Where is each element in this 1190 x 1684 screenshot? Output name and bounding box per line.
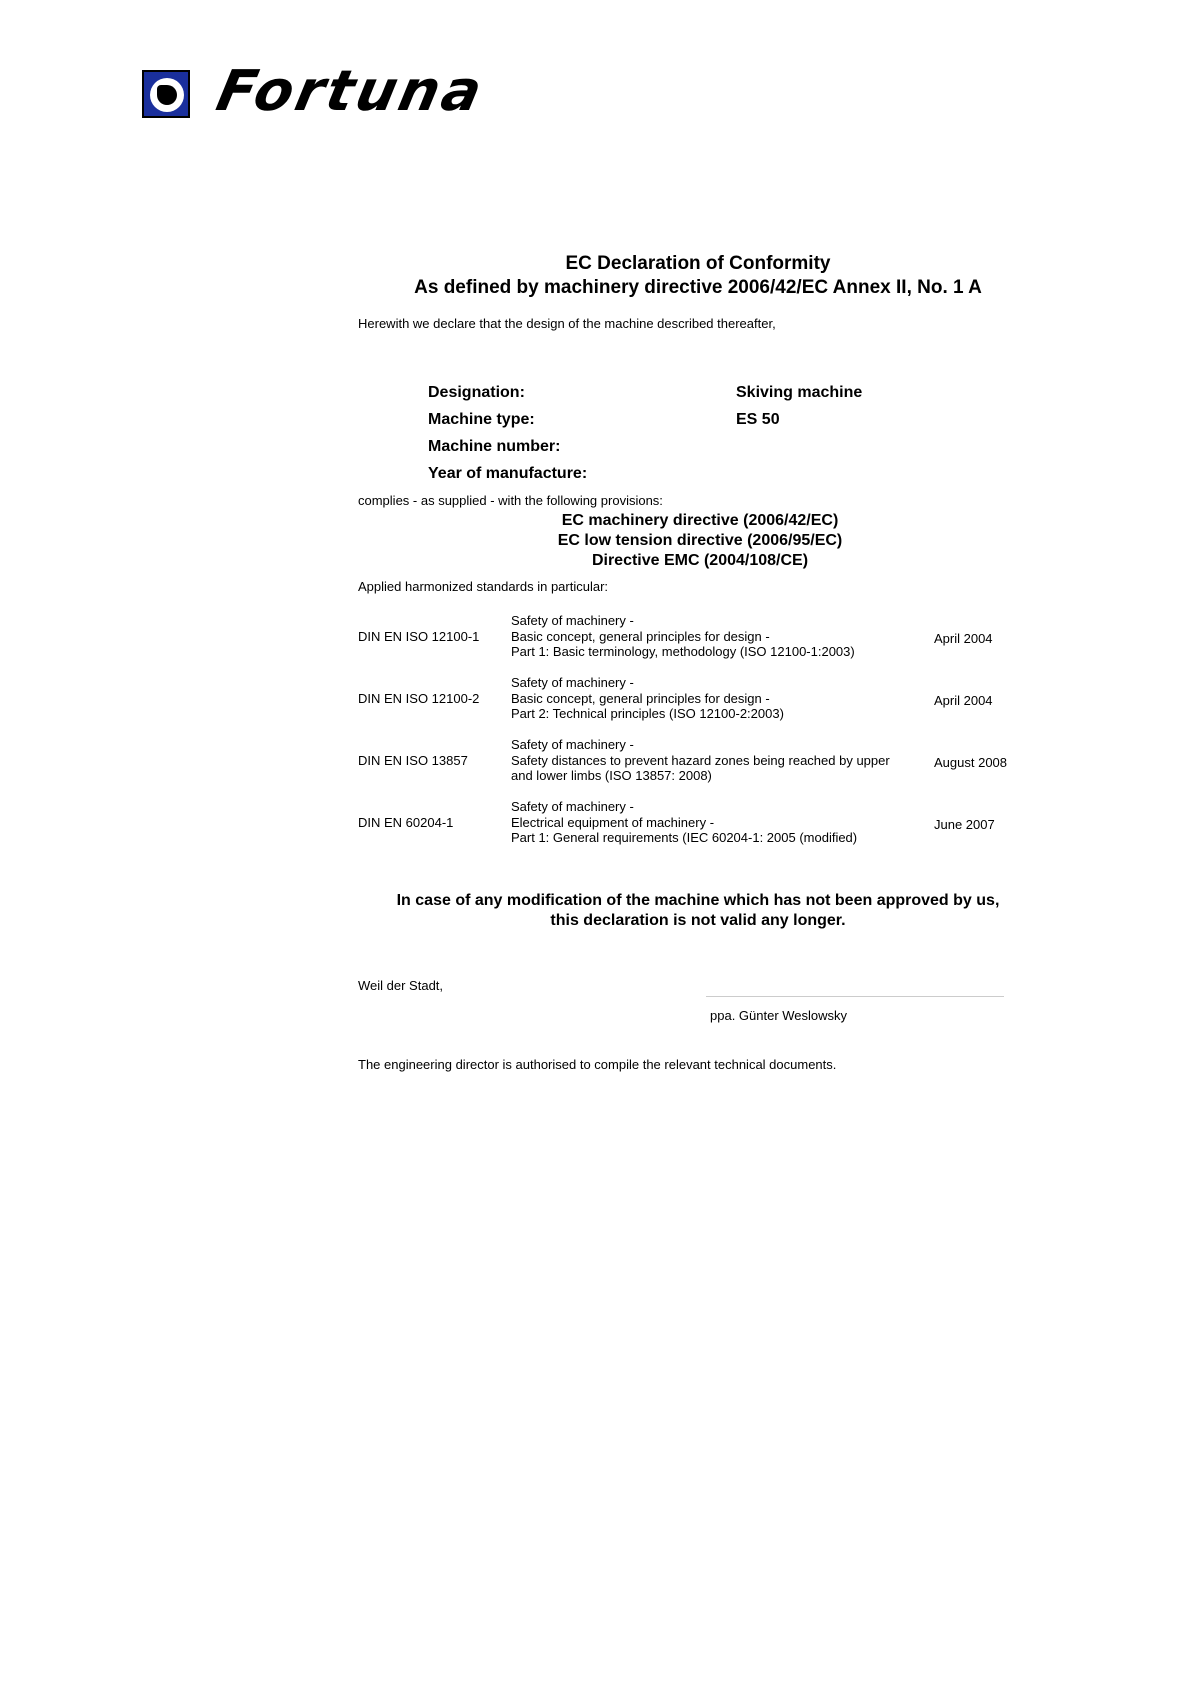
standard-date: August 2008 — [934, 755, 1008, 770]
designation-label: Designation: — [428, 384, 525, 401]
standard-code: DIN EN 60204-1 — [358, 815, 454, 830]
standard-description: Safety of machinery - Basic concept, general principles for design - Part 2: Technical principles (ISO 12100-2:2003) — [511, 675, 784, 721]
standard-row — [358, 613, 1058, 661]
validity-notice-line1: In case of any modification of the machine which has not been approved by us, — [396, 892, 1000, 909]
designation-value: Skiving machine — [736, 384, 863, 401]
logo-emblem-icon — [142, 70, 190, 118]
signatory-name: ppa. Günter Weslowsky — [710, 1008, 848, 1023]
machine-type-value: ES 50 — [736, 411, 780, 428]
signature-line — [706, 996, 1004, 997]
standards-intro: Applied harmonized standards in particular: — [358, 579, 609, 594]
provision-emc: Directive EMC (2004/108/CE) — [591, 552, 809, 569]
standard-description: Safety of machinery - Safety distances to prevent hazard zones being reached by upper and lower limbs (ISO 13857: 2008) — [511, 737, 890, 783]
standard-date: April 2004 — [934, 693, 993, 708]
intro-text: Herewith we declare that the design of the machine described thereafter, — [358, 316, 776, 331]
validity-notice-line2: this declaration is not valid any longer. — [550, 912, 846, 929]
machine-number-label: Machine number: — [428, 438, 561, 455]
standard-date: June 2007 — [934, 817, 995, 832]
fortuna-logo — [142, 59, 552, 124]
standard-row — [358, 737, 1058, 785]
complies-text: complies - as supplied - with the following provisions: — [358, 493, 663, 508]
standard-description: Safety of machinery - Basic concept, general principles for design - Part 1: Basic terminology, methodology (ISO 12100-1:2003) — [511, 613, 855, 659]
standard-date: April 2004 — [934, 631, 993, 646]
standard-code: DIN EN ISO 12100-2 — [358, 691, 480, 706]
standard-row — [358, 799, 1058, 847]
year-of-manufacture-label: Year of manufacture: — [428, 465, 588, 482]
standard-description: Safety of machinery - Electrical equipment of machinery - Part 1: General requirements (IEC 60204-1: 2005 (modified) — [511, 799, 858, 845]
machine-type-label: Machine type: — [428, 411, 535, 428]
document-title: EC Declaration of Conformity — [565, 253, 831, 274]
standard-row — [358, 675, 1058, 723]
document-subtitle: As defined by machinery directive 2006/42/EC Annex II, No. 1 A — [414, 277, 982, 298]
provision-machinery: EC machinery directive (2006/42/EC) — [561, 512, 839, 529]
place-text: Weil der Stadt, — [358, 978, 444, 993]
footer-text: The engineering director is authorised to compile the relevant technical documents. — [358, 1057, 837, 1072]
standard-code: DIN EN ISO 12100-1 — [358, 629, 480, 644]
standard-code: DIN EN ISO 13857 — [358, 753, 468, 768]
logo-wordmark: Fortuna — [211, 59, 491, 124]
provision-low-tension: EC low tension directive (2006/95/EC) — [557, 532, 843, 549]
